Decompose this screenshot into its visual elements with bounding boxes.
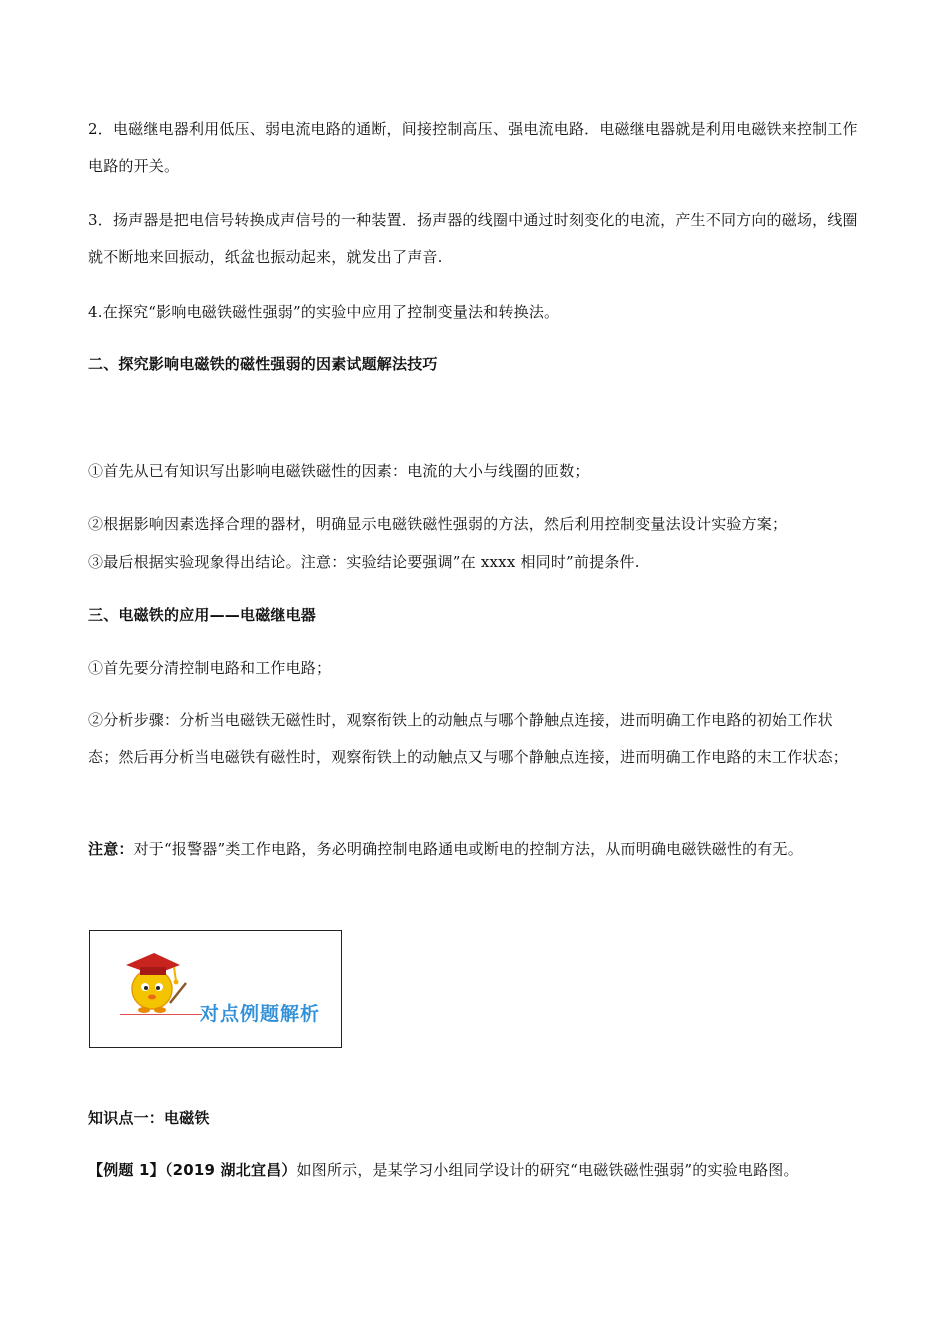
example-text: 如图所示，是某学习小组同学设计的研究“电磁铁磁性强弱”的实验电路图。 bbox=[296, 1161, 799, 1179]
paragraph-experiment-method: 4.在探究“影响电磁铁磁性强弱”的实验中应用了控制变量法和转换法。 bbox=[88, 303, 560, 321]
section2-step-3: ③最后根据实验现象得出结论。注意：实验结论要强调”在 xxxx 相同时”前提条件. bbox=[88, 553, 640, 571]
example-banner bbox=[89, 930, 342, 1048]
section-heading-2: 二、探究影响电磁铁的磁性强弱的因素试题解法技巧 bbox=[88, 355, 438, 373]
knowledge-heading: 知识点一：电磁铁 bbox=[88, 1109, 210, 1127]
note-label: 注意： bbox=[88, 840, 134, 858]
paragraph-relay: 2．电磁继电器利用低压、弱电流电路的通断，间接控制高压、强电流电路．电磁继电器就是利用电磁铁来控制工作电路的开关。 bbox=[88, 120, 858, 175]
note-text: 对于“报警器”类工作电路，务必明确控制电路通电或断电的控制方法，从而明确电磁铁磁性的有无。 bbox=[133, 840, 803, 858]
banner-title: 对点例题解析 bbox=[200, 1003, 321, 1025]
example-1-paragraph bbox=[88, 1152, 878, 1189]
note-paragraph bbox=[88, 831, 863, 868]
section-heading-3: 三、电磁铁的应用——电磁继电器 bbox=[88, 606, 317, 624]
example-label: 【例题 1】 bbox=[88, 1161, 165, 1179]
section2-step-2: ②根据影响因素选择合理的器材，明确显示电磁铁磁性强弱的方法，然后利用控制变量法设计实验方案； bbox=[88, 515, 788, 533]
graduate-mascot-icon bbox=[116, 943, 192, 1019]
section2-step-1: ①首先从已有知识写出影响电磁铁磁性的因素：电流的大小与线圈的匝数； bbox=[88, 462, 590, 480]
paragraph-speaker: 3．扬声器是把电信号转换成声信号的一种装置．扬声器的线圈中通过时刻变化的电流，产生不同方向的磁场，线圈就不断地来回振动，纸盆也振动起来，就发出了声音. bbox=[88, 211, 858, 266]
section3-step-2: ②分析步骤：分析当电磁铁无磁性时，观察衔铁上的动触点与哪个静触点连接，进而明确工作电路的初始工作状态；然后再分析当电磁铁有磁性时，观察衔铁上的动触点又与哪个静触点连接，进而明确工作电路的末工作状态； bbox=[88, 711, 849, 766]
example-source: （2019 湖北宜昌） bbox=[164, 1161, 297, 1179]
banner-divider-line bbox=[120, 1014, 202, 1015]
section3-step-1: ①首先要分清控制电路和工作电路； bbox=[88, 659, 332, 677]
